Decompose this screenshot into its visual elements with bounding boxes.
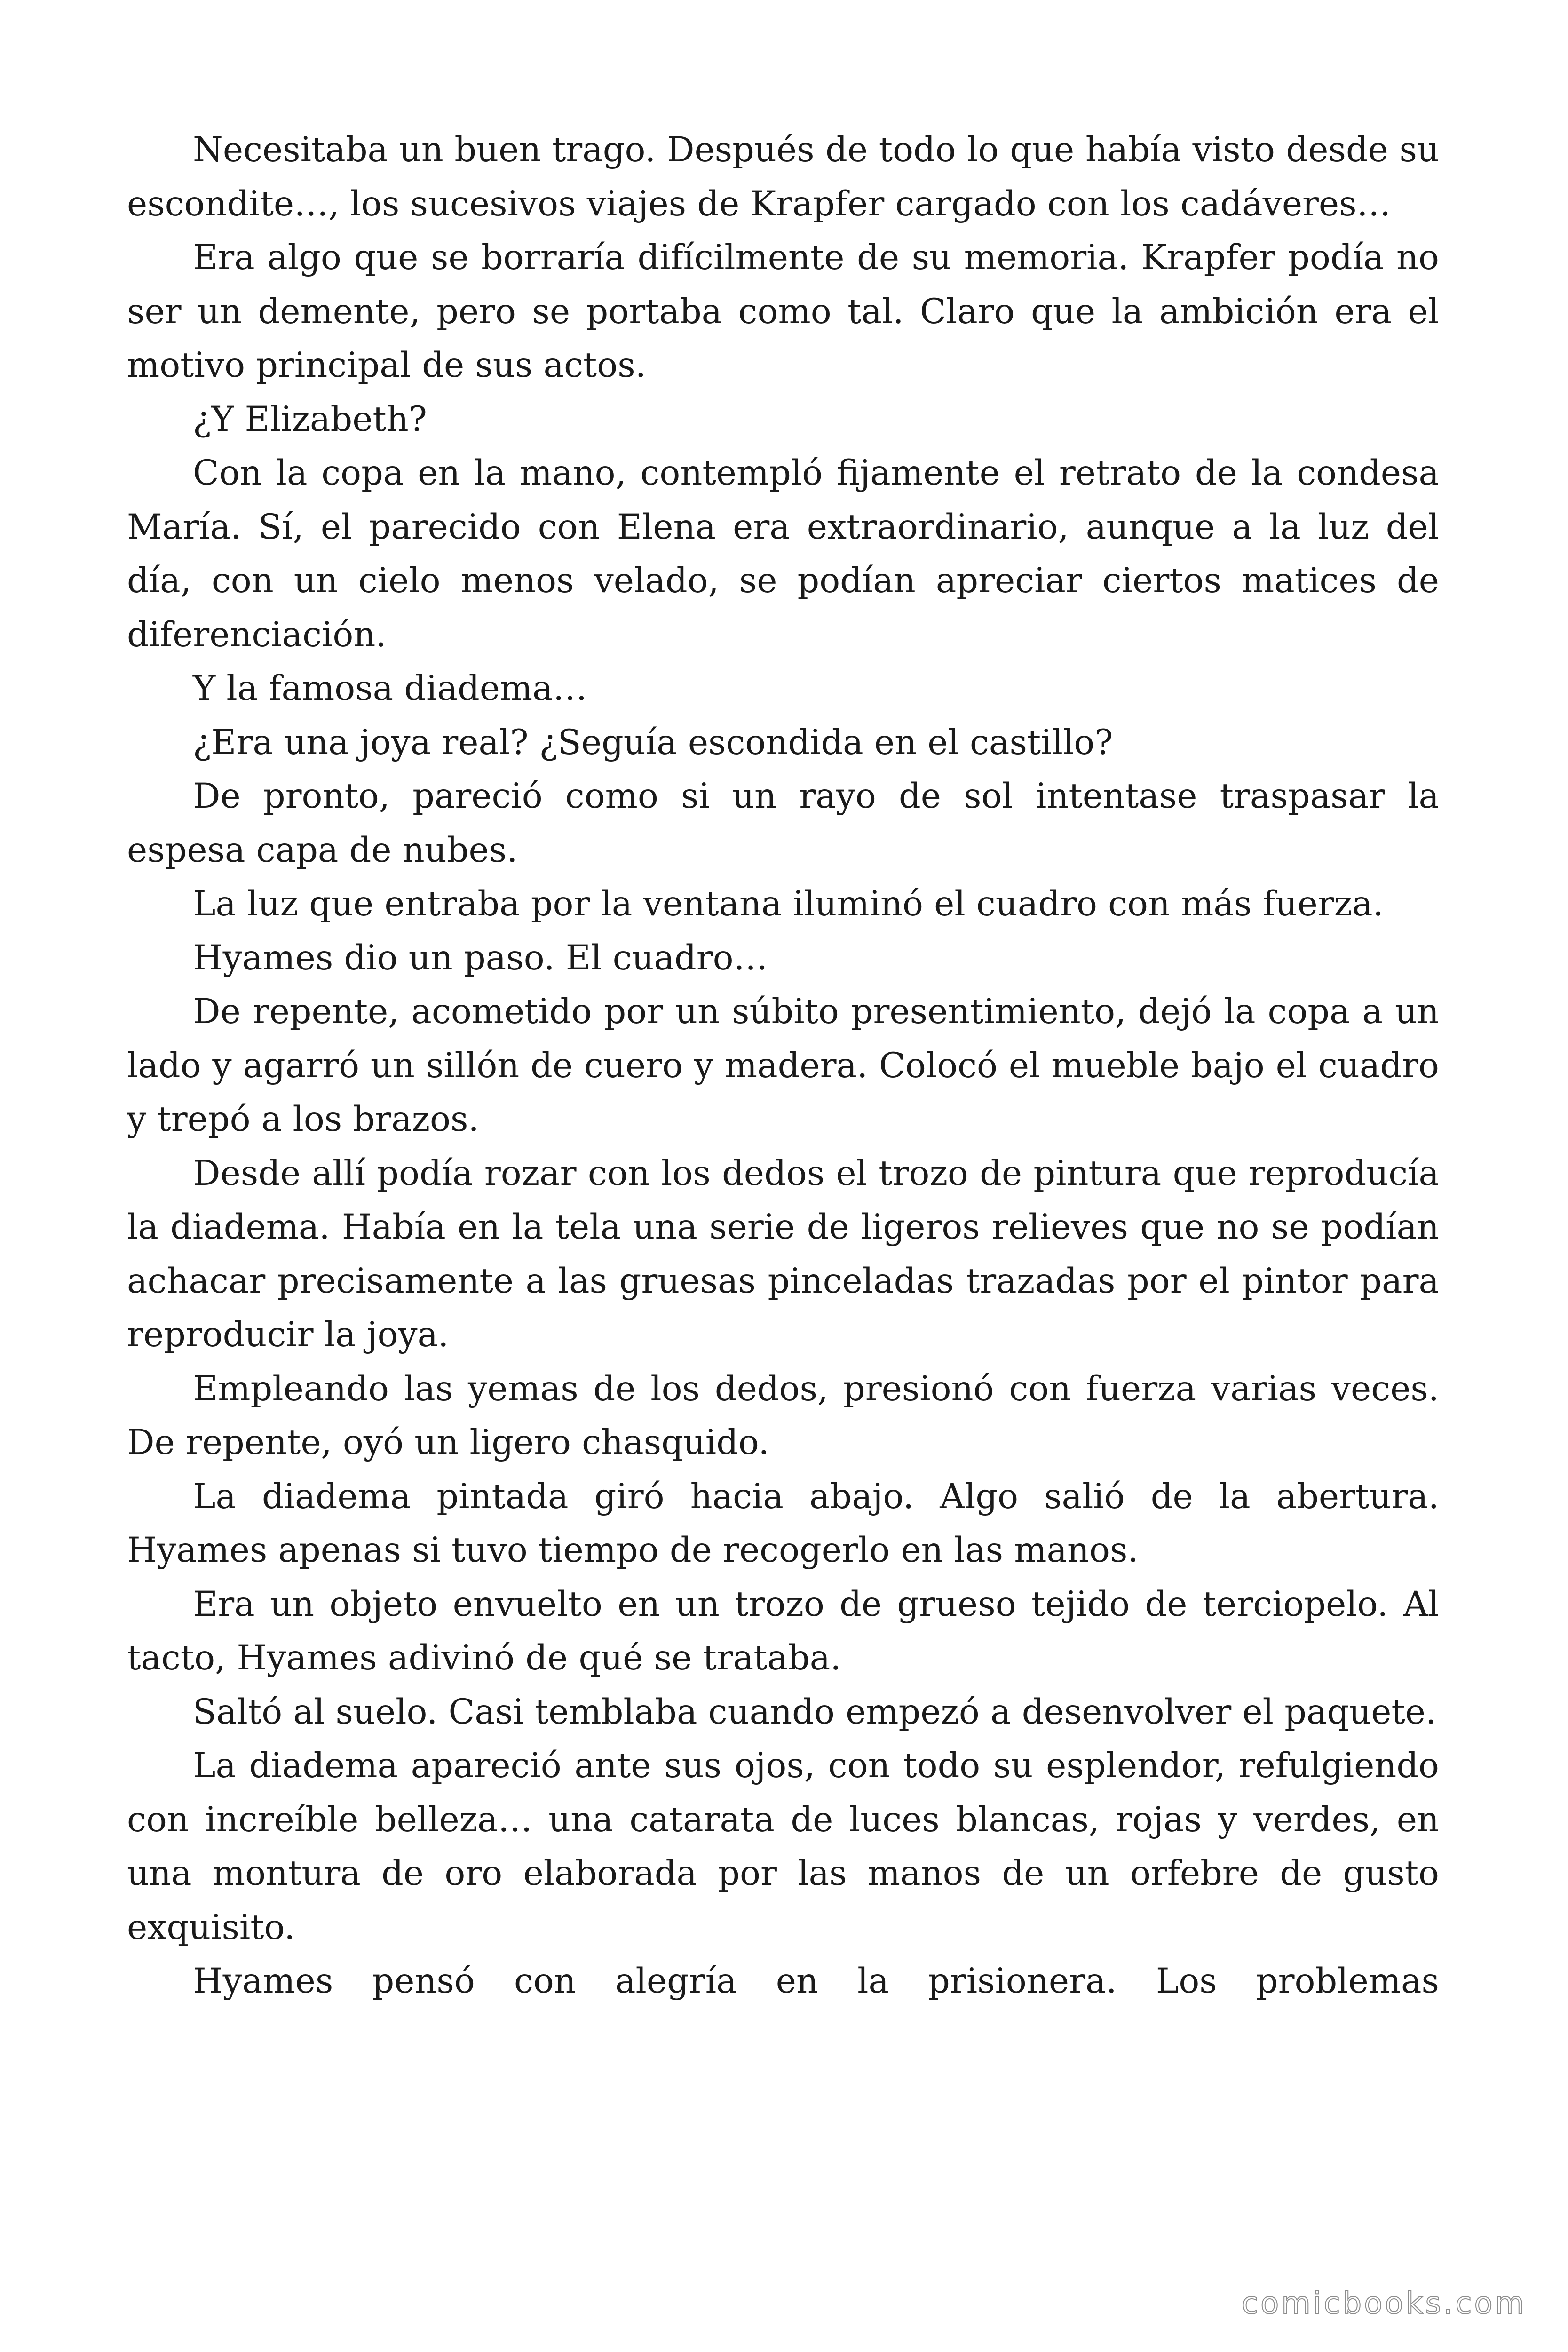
- paragraph: Desde allí podía rozar con los dedos el trozo de pintura que reproducía la diadema. Había en la tela una serie de ligeros relieves que no se podían achacar precisamente a las gruesas pinceladas trazadas por el pintor para reproducir la joya.: [127, 1153, 1439, 1355]
- paragraph: La luz que entraba por la ventana iluminó el cuadro con más fuerza.: [193, 884, 1384, 924]
- watermark: comicbooks.com: [1241, 2286, 1527, 2321]
- paragraph: Y la famosa diadema…: [193, 668, 587, 708]
- paragraph: Hyames dio un paso. El cuadro…: [193, 938, 768, 978]
- paragraph: Saltó al suelo. Casi temblaba cuando empezó a desenvolver el paquete.: [193, 1692, 1437, 1732]
- paragraph: Con la copa en la mano, contempló fijamente el retrato de la condesa María. Sí, el parecido con Elena era extraordinario, aunque a la luz del día, con un cielo menos velado, se podían apreciar ciertos matices de diferenciación.: [127, 453, 1439, 655]
- paragraph: De repente, acometido por un súbito presentimiento, dejó la copa a un lado y agarró un sillón de cuero y madera. Colocó el mueble bajo el cuadro y trepó a los brazos.: [127, 992, 1439, 1139]
- paragraph: ¿Y Elizabeth?: [193, 399, 427, 439]
- paragraph: Era un objeto envuelto en un trozo de grueso tejido de terciopelo. Al tacto, Hyames adivinó de qué se trataba.: [127, 1584, 1439, 1678]
- paragraph: Era algo que se borraría difícilmente de su memoria. Krapfer podía no ser un demente, pero se portaba como tal. Claro que la ambición era el motivo principal de sus actos.: [127, 238, 1439, 385]
- paragraph: De pronto, pareció como si un rayo de sol intentase traspasar la espesa capa de nubes.: [127, 776, 1439, 870]
- paragraph: Necesitaba un buen trago. Después de todo lo que había visto desde su escondite…, los sucesivos viajes de Krapfer cargado con los cadáveres…: [127, 130, 1439, 224]
- paragraph: Hyames pensó con alegría en la prisionera. Los problemas: [193, 1961, 1439, 2001]
- paragraph: ¿Era una joya real? ¿Seguía escondida en el castillo?: [193, 722, 1113, 763]
- paragraph: La diadema pintada giró hacia abajo. Algo salió de la abertura. Hyames apenas si tuvo tiempo de recogerlo en las manos.: [127, 1476, 1439, 1570]
- paragraph: Empleando las yemas de los dedos, presionó con fuerza varias veces. De repente, oyó un ligero chasquido.: [127, 1368, 1439, 1462]
- body-text: [127, 123, 1439, 2009]
- paragraph: La diadema apareció ante sus ojos, con todo su esplendor, refulgiendo con increíble belleza… una catarata de luces blancas, rojas y verdes, en una montura de oro elaborada por las manos de un orfebre de gusto exquisito.: [127, 1746, 1439, 1947]
